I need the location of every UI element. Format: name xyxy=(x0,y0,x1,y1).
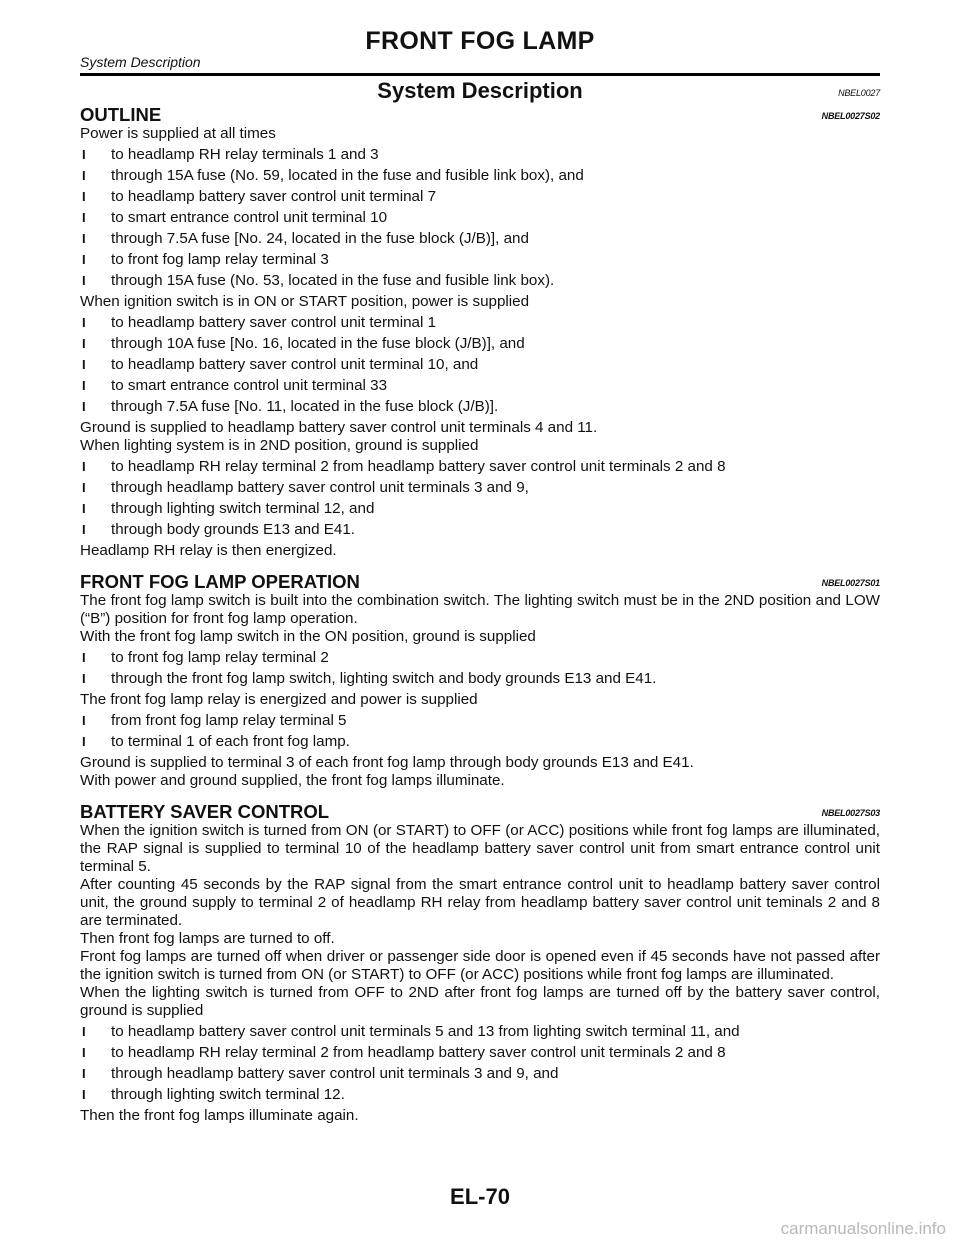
bullet-marker-icon: I xyxy=(82,1066,86,1081)
bullet-marker-icon: I xyxy=(82,650,86,665)
operation-heading-text: FRONT FOG LAMP OPERATION xyxy=(80,571,360,592)
section-ref-code: NBEL0027 xyxy=(838,88,880,98)
bullet-marker-icon: I xyxy=(82,734,86,749)
outline-paragraph: When ignition switch is in ON or START position, power is supplied xyxy=(80,293,530,310)
outline-list-3 xyxy=(80,458,880,539)
section-title-row xyxy=(80,78,880,104)
outline-list-1 xyxy=(80,146,880,290)
list-item: I through 10A fuse [No. 16, located in the fuse block (J/B)], and xyxy=(82,335,525,352)
saver-paragraph: Then front fog lamps are turned to off. xyxy=(80,930,335,947)
bullet-marker-icon: I xyxy=(82,671,86,686)
operation-paragraph: With the front fog lamp switch in the ON position, ground is supplied xyxy=(80,628,536,645)
section-title: System Description xyxy=(377,78,583,103)
page-number: EL-70 xyxy=(450,1184,510,1209)
list-item: I through body grounds E13 and E41. xyxy=(82,521,356,538)
bullet-marker-icon: I xyxy=(82,1045,86,1060)
list-item: I through 7.5A fuse [No. 11, located in the fuse block (J/B)]. xyxy=(82,398,499,415)
list-item: I through headlamp battery saver control unit terminals 3 and 9, and xyxy=(82,1065,559,1082)
outline-heading xyxy=(80,104,880,125)
list-item: I through 15A fuse (No. 59, located in the fuse and fusible link box), and xyxy=(82,167,584,184)
page-header-title: FRONT FOG LAMP xyxy=(365,27,595,55)
operation-ref-code: NBEL0027S01 xyxy=(821,578,880,588)
outline-ref-code: NBEL0027S02 xyxy=(821,111,880,121)
bullet-marker-icon: I xyxy=(82,522,86,537)
operation-heading xyxy=(80,571,880,592)
bullet-marker-icon: I xyxy=(82,378,86,393)
operation-paragraph: The front fog lamp relay is energized and power is supplied xyxy=(80,691,478,708)
bullet-marker-icon: I xyxy=(82,189,86,204)
saver-heading xyxy=(80,801,880,822)
bullet-marker-icon: I xyxy=(82,480,86,495)
list-item: I through lighting switch terminal 12, and xyxy=(82,500,375,517)
page-header-subtitle: System Description xyxy=(80,54,201,70)
bullet-marker-icon: I xyxy=(82,713,86,728)
operation-list-1 xyxy=(80,649,880,688)
list-item: I to front fog lamp relay terminal 3 xyxy=(82,251,329,268)
list-item: I to headlamp battery saver control unit terminal 7 xyxy=(82,188,437,205)
bullet-marker-icon: I xyxy=(82,357,86,372)
bullet-marker-icon: I xyxy=(82,1087,86,1102)
bullet-marker-icon: I xyxy=(82,399,86,414)
list-item: I through lighting switch terminal 12. xyxy=(82,1086,345,1103)
outline-paragraph: Headlamp RH relay is then energized. xyxy=(80,542,337,559)
bullet-marker-icon: I xyxy=(82,273,86,288)
watermark: carmanualsonline.info xyxy=(780,1219,946,1238)
operation-paragraph: The front fog lamp switch is built into the combination switch. The lighting switch must be in the 2ND position and LOW (“B”) position for front fog lamp operation. xyxy=(80,592,880,627)
list-item: I to smart entrance control unit terminal 10 xyxy=(82,209,388,226)
outline-paragraph: Power is supplied at all times xyxy=(80,125,276,142)
list-item: I to terminal 1 of each front fog lamp. xyxy=(82,733,350,750)
list-item: I to headlamp battery saver control unit terminal 10, and xyxy=(82,356,479,373)
saver-list-1 xyxy=(80,1023,880,1104)
list-item: I to headlamp RH relay terminals 1 and 3 xyxy=(82,146,379,163)
bullet-marker-icon: I xyxy=(82,459,86,474)
list-item: I to smart entrance control unit terminal 33 xyxy=(82,377,388,394)
list-item: I to headlamp RH relay terminal 2 from headlamp battery saver control unit terminals 2 and 8 xyxy=(82,1044,726,1061)
list-item: I through 15A fuse (No. 53, located in the fuse and fusible link box). xyxy=(82,272,555,289)
list-item: I to headlamp RH relay terminal 2 from headlamp battery saver control unit terminals 2 and 8 xyxy=(82,458,726,475)
saver-heading-text: BATTERY SAVER CONTROL xyxy=(80,801,330,822)
bullet-marker-icon: I xyxy=(82,336,86,351)
outline-heading-text: OUTLINE xyxy=(80,104,162,125)
bullet-marker-icon: I xyxy=(82,147,86,162)
outline-paragraph: When lighting system is in 2ND position, ground is supplied xyxy=(80,437,479,454)
list-item: I through headlamp battery saver control unit terminals 3 and 9, xyxy=(82,479,529,496)
operation-paragraph: Ground is supplied to terminal 3 of each front fog lamp through body grounds E13 and E41. xyxy=(80,754,694,771)
list-item: I to front fog lamp relay terminal 2 xyxy=(82,649,329,666)
saver-paragraph: Front fog lamps are turned off when driver or passenger side door is opened even if 45 seconds have not passed after the ignition switch is turned from ON (or START) to OFF (or ACC) positions while front fog lamps are illuminated. xyxy=(80,948,880,983)
list-item: I to headlamp battery saver control unit terminals 5 and 13 from lighting switch terminal 11, and xyxy=(82,1023,740,1040)
bullet-marker-icon: I xyxy=(82,231,86,246)
bullet-marker-icon: I xyxy=(82,210,86,225)
list-item: I from front fog lamp relay terminal 5 xyxy=(82,712,347,729)
outline-list-2 xyxy=(80,314,880,416)
list-item: I through the front fog lamp switch, lighting switch and body grounds E13 and E41. xyxy=(82,670,657,687)
saver-paragraph: After counting 45 seconds by the RAP signal from the smart entrance control unit to headlamp battery saver control unit, the ground supply to terminal 2 of headlamp RH relay from headlamp battery saver control unit teminals 2 and 8 are terminated. xyxy=(80,876,880,929)
list-item: I through 7.5A fuse [No. 24, located in the fuse block (J/B)], and xyxy=(82,230,529,247)
list-item: I to headlamp battery saver control unit terminal 1 xyxy=(82,314,437,331)
saver-paragraph: When the lighting switch is turned from OFF to 2ND after front fog lamps are turned off by the battery saver control, ground is supplied xyxy=(80,984,880,1019)
operation-paragraph: With power and ground supplied, the front fog lamps illuminate. xyxy=(80,772,505,789)
bullet-marker-icon: I xyxy=(82,252,86,267)
bullet-marker-icon: I xyxy=(82,168,86,183)
bullet-marker-icon: I xyxy=(82,501,86,516)
page-content xyxy=(80,78,880,1128)
outline-paragraph: Ground is supplied to headlamp battery saver control unit terminals 4 and 11. xyxy=(80,419,598,436)
saver-paragraph: When the ignition switch is turned from ON (or START) to OFF (or ACC) positions while front fog lamps are illuminated, the RAP signal is supplied to terminal 10 of the headlamp battery saver control unit from smart entrance control unit terminal 5. xyxy=(80,822,880,875)
saver-paragraph: Then the front fog lamps illuminate again. xyxy=(80,1107,359,1124)
operation-list-2 xyxy=(80,712,880,751)
saver-ref-code: NBEL0027S03 xyxy=(821,808,880,818)
bullet-marker-icon: I xyxy=(82,315,86,330)
header-divider xyxy=(80,73,880,76)
bullet-marker-icon: I xyxy=(82,1024,86,1039)
